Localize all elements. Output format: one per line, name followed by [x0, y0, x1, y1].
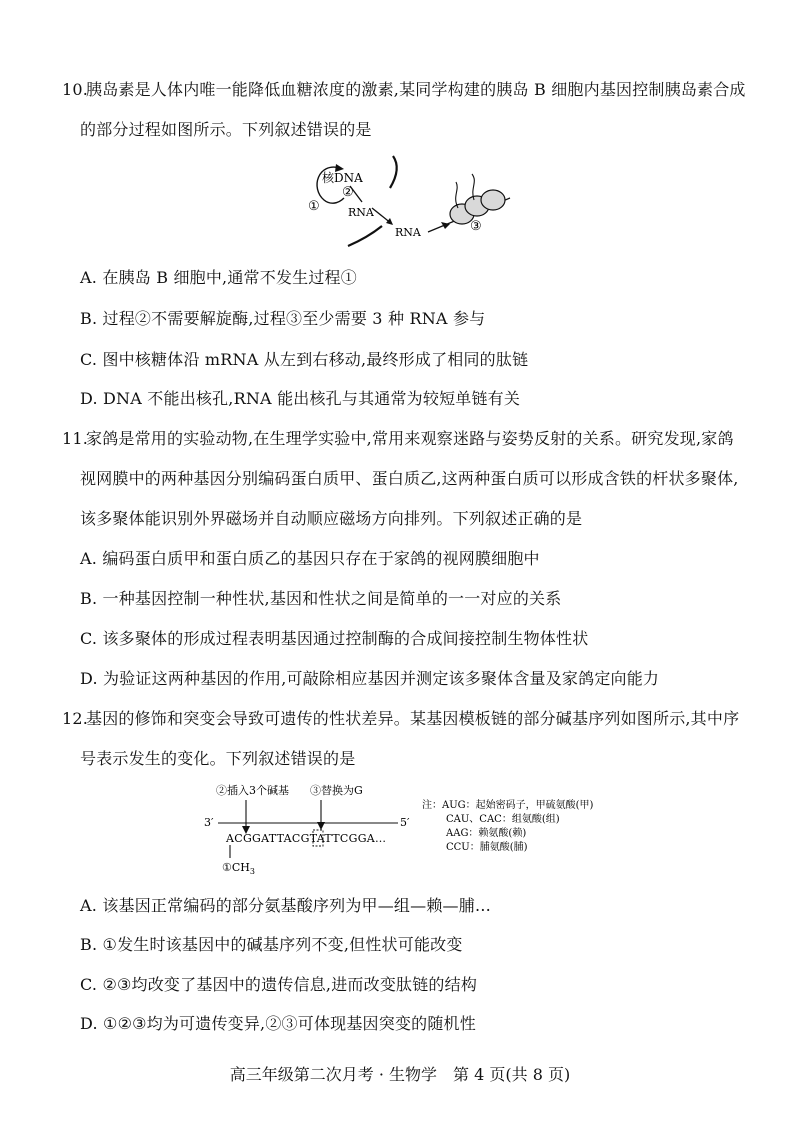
q11-option-a: A. 编码蛋白质甲和蛋白质乙的基因只存在于家鸽的视网膜细胞中: [80, 549, 540, 568]
q10-mark-3: ③: [470, 219, 482, 234]
dna-sequence: [225, 832, 386, 845]
page-footer: 高三年级第二次月考 · 生物学 第 4 页(共 8 页): [229, 1065, 571, 1084]
q12-option-b: B. ①发生时该基因中的碱基序列不变,但性状可能改变: [80, 935, 463, 954]
codon-note-his: CAU、CAC：组氨酸(组): [446, 814, 560, 825]
replace-with-g-label: ③替换为G: [310, 784, 363, 797]
insert-3-bases-label: ②插入3个碱基: [216, 784, 289, 797]
q10-option-c: C. 图中核糖体沿 mRNA 从左到右移动,最终形成了相同的肽链: [80, 350, 529, 369]
nuclear-membrane-top: [390, 156, 397, 188]
q10-mark-2: ②: [342, 185, 354, 200]
q10-option-a: A. 在胰岛 B 细胞中,通常不发生过程①: [80, 268, 357, 287]
rna-export-arrowhead: [386, 218, 393, 225]
q10-mark-1: ①: [308, 199, 320, 214]
q10-stem-line1: [62, 80, 746, 100]
q12-option-c: C. ②③均改变了基因中的遗传信息,进而改变肽链的结构: [80, 975, 478, 994]
q12-stem-text1: 基因的修饰和突变会导致可遗传的性状差异。某基因模板链的部分碱基序列如图所示,其中序: [86, 709, 740, 728]
q10-stem-text1: 胰岛素是人体内唯一能降低血糖浓度的激素,某同学构建的胰岛 B 细胞内基因控制胰岛素合成: [86, 80, 746, 99]
q12-number: 12.: [62, 709, 89, 728]
q11-option-c: C. 该多聚体的形成过程表明基因通过控制酶的合成间接控制生物体性状: [80, 629, 589, 648]
q11-stem-text1: 家鸽是常用的实验动物,在生理学实验中,常用来观察迷路与姿势反射的关系。研究发现,家鸽: [86, 429, 734, 448]
strand-5-prime: 5′: [400, 816, 410, 829]
q10-number: 10.: [62, 80, 89, 99]
nuclear-membrane-bottom: [348, 226, 382, 246]
codon-note-lys: AAG：赖氨酸(赖): [446, 828, 527, 839]
q12-option-d: D. ①②③均为可遗传变异,②③可体现基因突变的随机性: [80, 1014, 476, 1033]
strand-3-prime: 3′: [204, 816, 214, 829]
codon-note-title: 注：AUG：起始密码子，甲硫氨酸(甲): [422, 800, 594, 811]
q11-stem-line2: 视网膜中的两种基因分别编码蛋白质甲、蛋白质乙,这两种蛋白质可以形成含铁的杆状多聚体,: [80, 469, 739, 488]
methyl-text: ①CH: [222, 861, 250, 874]
q12-stem-line2: 号表示发生的变化。下列叙述错误的是: [80, 749, 356, 768]
q11-stem-line1: [62, 429, 734, 449]
q11-number: 11.: [62, 429, 89, 448]
q10-option-b: B. 过程②不需要解旋酶,过程③至少需要 3 种 RNA 参与: [80, 309, 486, 328]
nuclear-dna-label: 核DNA: [322, 171, 363, 185]
q10-stem-line2: 的部分过程如图所示。下列叙述错误的是: [80, 120, 372, 139]
ribosome: [481, 190, 505, 210]
seq-prefix: ACGGATTACGT: [226, 832, 317, 845]
methylation-label: [222, 861, 255, 876]
q11-option-d: D. 为验证这两种基因的作用,可敲除相应基因并测定该多聚体含量及家鸽定向能力: [80, 669, 660, 688]
methyl-subscript: 3: [249, 867, 255, 876]
q11-stem-line3: 该多聚体能识别外界磁场并自动顺应磁场方向排列。下列叙述正确的是: [80, 509, 583, 528]
q11-option-b: B. 一种基因控制一种性状,基因和性状之间是简单的一一对应的关系: [80, 589, 562, 608]
q10-figure: [300, 148, 530, 253]
seq-suffix: TTCGGA…: [324, 832, 387, 845]
q10-option-d: D. DNA 不能出核孔,RNA 能出核孔与其通常为较短单链有关: [80, 389, 521, 408]
codon-note-pro: CCU：脯氨酸(脯): [446, 842, 528, 853]
q12-figure: [200, 778, 620, 878]
q12-stem-line1: [62, 709, 739, 729]
seq-boxed-base: A: [316, 832, 325, 845]
rna-label-2: RNA: [395, 226, 421, 239]
q12-option-a: A. 该基因正常编码的部分氨基酸序列为甲—组—赖—脯…: [80, 896, 492, 915]
rna-label-1: RNA: [348, 206, 374, 219]
